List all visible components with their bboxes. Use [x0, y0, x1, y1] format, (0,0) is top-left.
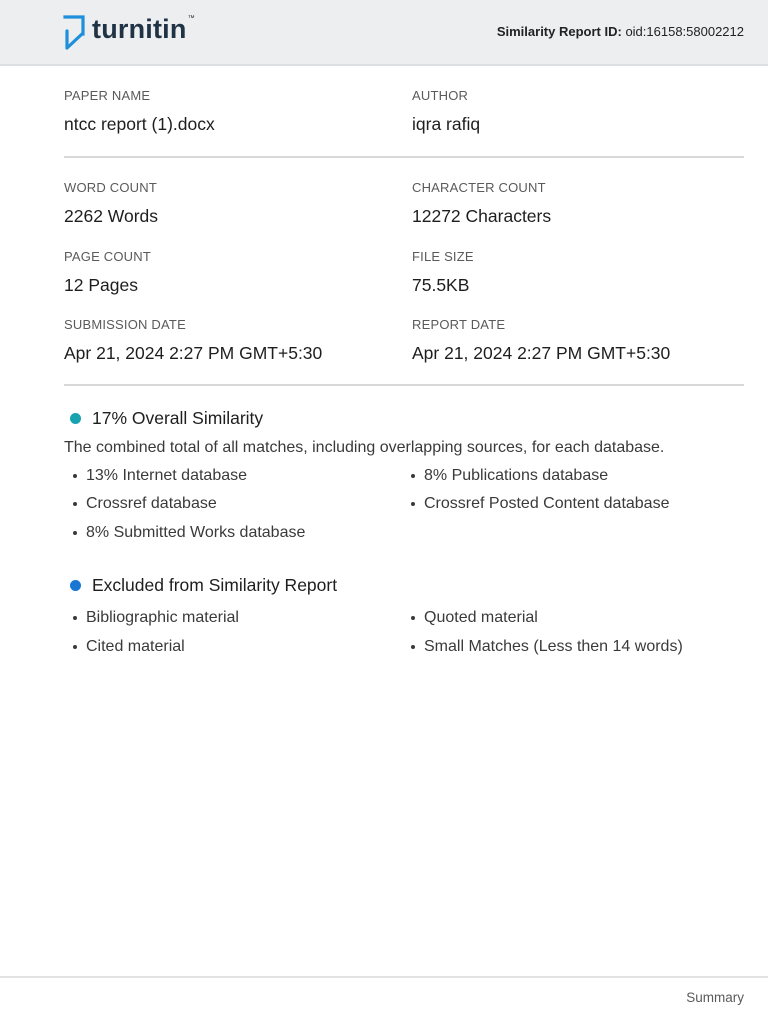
submission-date-value: Apr 21, 2024 2:27 PM GMT+5:30: [64, 343, 323, 363]
bullet-icon: [73, 616, 77, 620]
bullet-icon: [73, 531, 77, 535]
footer-summary-label: Summary: [686, 990, 744, 1005]
file-size-field: [412, 249, 474, 296]
report-id-value: oid:16158:58002212: [625, 24, 744, 39]
word-count-label: WORD COUNT: [64, 180, 157, 195]
list-item-text: Bibliographic material: [86, 609, 239, 626]
paper-name-label: PAPER NAME: [64, 88, 151, 103]
similarity-dot-icon: [70, 413, 81, 424]
turnitin-logo: [63, 14, 195, 50]
list-item-text: 8% Publications database: [424, 467, 609, 484]
list-item: [411, 495, 669, 513]
excluded-dot-icon: [70, 580, 81, 591]
report-date-field: [412, 317, 670, 364]
report-header: [0, 0, 768, 66]
turnitin-logo-icon: [63, 14, 87, 50]
list-item-text: Crossref Posted Content database: [424, 495, 670, 512]
character-count-label: CHARACTER COUNT: [412, 180, 546, 195]
list-item-text: Small Matches (Less then 14 words): [424, 638, 683, 655]
list-item-text: Crossref database: [86, 495, 217, 512]
list-item: [73, 609, 239, 627]
submission-date-field: [64, 317, 322, 364]
divider: [64, 156, 744, 158]
list-item-text: Cited material: [86, 638, 185, 655]
footer-divider: [0, 976, 768, 978]
report-id-label: Similarity Report ID:: [496, 24, 622, 39]
list-item: [411, 638, 683, 656]
bullet-icon: [73, 474, 77, 478]
list-item: [73, 524, 305, 542]
page-count-label: PAGE COUNT: [64, 249, 151, 264]
logo-wordmark: turnitin: [92, 14, 187, 44]
author-label: AUTHOR: [412, 88, 469, 103]
list-item: [73, 638, 185, 656]
overall-similarity-title: 17% Overall Similarity: [92, 408, 264, 428]
author-field: [412, 88, 480, 135]
bullet-icon: [411, 616, 415, 620]
word-count-field: [64, 180, 158, 227]
list-item: [411, 467, 608, 485]
list-item: [411, 609, 538, 627]
page-count-value: 12 Pages: [64, 275, 138, 295]
submission-date-label: SUBMISSION DATE: [64, 317, 186, 332]
similarity-description: The combined total of all matches, including overlapping sources, for each database.: [64, 439, 665, 456]
trademark-symbol: ™: [187, 14, 195, 22]
excluded-heading: [70, 575, 337, 596]
bullet-icon: [411, 474, 415, 478]
bullet-icon: [411, 502, 415, 506]
report-date-value: Apr 21, 2024 2:27 PM GMT+5:30: [412, 343, 671, 363]
excluded-title: Excluded from Similarity Report: [92, 575, 338, 595]
file-size-label: FILE SIZE: [412, 249, 474, 264]
character-count-field: [412, 180, 551, 227]
author-value: iqra rafiq: [412, 114, 481, 134]
list-item-text: 13% Internet database: [86, 467, 248, 484]
list-item: [73, 495, 217, 513]
list-item-text: 8% Submitted Works database: [86, 524, 306, 541]
paper-name-value: ntcc report (1).docx: [64, 114, 215, 134]
similarity-report-id: [497, 24, 744, 39]
list-item-text: Quoted material: [424, 609, 538, 626]
list-item: [73, 467, 247, 485]
bullet-icon: [411, 645, 415, 649]
divider: [64, 384, 744, 386]
bullet-icon: [73, 645, 77, 649]
word-count-value: 2262 Words: [64, 206, 159, 226]
file-size-value: 75.5KB: [412, 275, 470, 295]
overall-similarity-heading: [70, 408, 263, 429]
page-count-field: [64, 249, 151, 296]
report-date-label: REPORT DATE: [412, 317, 506, 332]
paper-name-field: [64, 88, 215, 135]
character-count-value: 12272 Characters: [412, 206, 552, 226]
bullet-icon: [73, 502, 77, 506]
